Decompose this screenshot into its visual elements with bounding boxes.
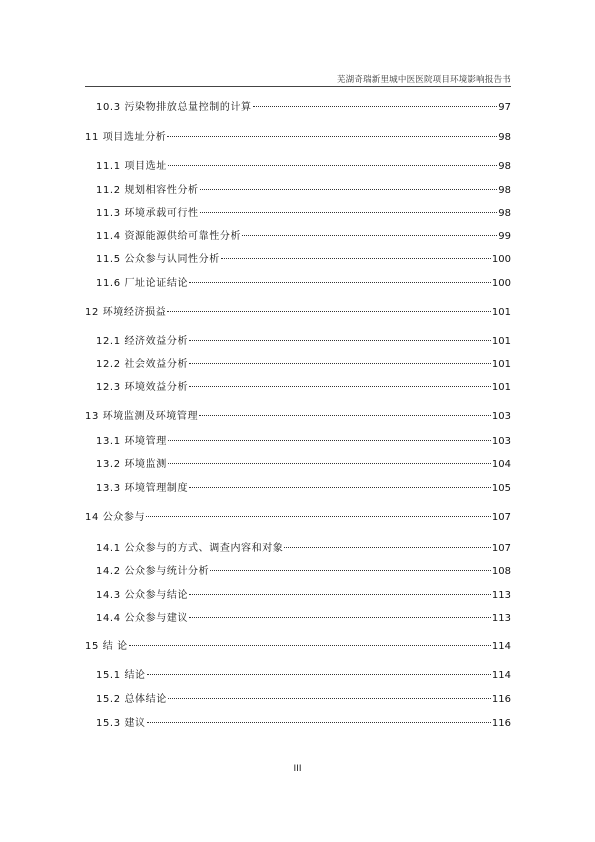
toc-dot-leader <box>167 136 497 137</box>
toc-entry-page-number: 98 <box>498 208 511 219</box>
toc-entry-page-number: 101 <box>491 307 511 318</box>
toc-entry-page-number: 99 <box>498 231 511 242</box>
toc-entry-title: 12.3 环境效益分析 <box>96 382 189 393</box>
toc-dot-leader <box>168 440 491 441</box>
toc-entry-page-number: 103 <box>491 436 511 447</box>
toc-dot-leader <box>147 722 491 723</box>
toc-entry-page-number: 114 <box>491 641 511 652</box>
toc-entry-page-number: 107 <box>491 512 511 523</box>
toc-chapter-entry[interactable] <box>85 640 511 654</box>
toc-dot-leader <box>200 189 498 190</box>
toc-entry-page-number: 100 <box>491 254 511 265</box>
toc-entry-page-number: 98 <box>498 161 511 172</box>
toc-chapter-entry[interactable] <box>85 511 511 525</box>
toc-entry-page-number: 100 <box>491 278 511 289</box>
toc-dot-leader <box>189 363 491 364</box>
toc-section-entry[interactable] <box>96 482 511 496</box>
toc-section-entry[interactable] <box>96 542 511 556</box>
toc-dot-leader <box>168 165 497 166</box>
toc-entry-title: 13.3 环境管理制度 <box>96 483 189 494</box>
toc-section-entry[interactable] <box>96 358 511 372</box>
toc-dot-leader <box>210 570 491 571</box>
toc-section-entry[interactable] <box>96 589 511 603</box>
toc-entry-page-number: 113 <box>491 590 511 601</box>
toc-dot-leader <box>284 547 490 548</box>
toc-dot-leader <box>146 516 491 517</box>
toc-entry-title: 15.2 总体结论 <box>96 694 167 705</box>
toc-entry-page-number: 114 <box>491 670 511 681</box>
toc-dot-leader <box>147 674 491 675</box>
toc-section-entry[interactable] <box>96 184 511 198</box>
toc-entry-title: 14.4 公众参与建议 <box>96 613 189 624</box>
toc-entry-page-number: 98 <box>498 185 511 196</box>
toc-chapter-entry[interactable] <box>85 410 511 424</box>
toc-entry-title: 14 公众参与 <box>85 512 146 523</box>
toc-section-entry[interactable] <box>96 381 511 395</box>
toc-entry-title: 11.3 环境承载可行性 <box>96 208 199 219</box>
toc-entry-page-number: 116 <box>491 694 511 705</box>
toc-dot-leader <box>168 463 491 464</box>
toc-entry-title: 13.1 环境管理 <box>96 436 167 447</box>
toc-entry-page-number: 108 <box>491 566 511 577</box>
toc-entry-title: 14.1 公众参与的方式、调查内容和对象 <box>96 543 284 554</box>
toc-entry-page-number: 101 <box>491 359 511 370</box>
toc-entry-title: 10.3 污染物排放总量控制的计算 <box>96 102 252 113</box>
toc-dot-leader <box>221 258 491 259</box>
toc-dot-leader <box>129 645 491 646</box>
toc-entry-title: 11 项目选址分析 <box>85 132 167 143</box>
toc-entry-title: 11.2 规划相容性分析 <box>96 185 199 196</box>
toc-section-entry[interactable] <box>96 717 511 731</box>
toc-dot-leader <box>167 311 491 312</box>
toc-entry-title: 12 环境经济损益 <box>85 307 167 318</box>
toc-section-entry[interactable] <box>96 612 511 626</box>
toc-dot-leader <box>189 282 491 283</box>
toc-section-entry[interactable] <box>96 565 511 579</box>
toc-entry-title: 15.3 建议 <box>96 718 146 729</box>
toc-chapter-entry[interactable] <box>85 131 511 145</box>
toc-section-entry[interactable] <box>96 669 511 683</box>
toc-entry-page-number: 101 <box>491 336 511 347</box>
toc-entry-title: 13 环境监测及环境管理 <box>85 411 199 422</box>
toc-entry-page-number: 107 <box>491 543 511 554</box>
toc-entry-page-number: 98 <box>498 132 511 143</box>
toc-entry-title: 12.1 经济效益分析 <box>96 336 189 347</box>
toc-entry-title: 11.6 厂址论证结论 <box>96 278 189 289</box>
toc-dot-leader <box>253 106 498 107</box>
toc-entry-page-number: 113 <box>491 613 511 624</box>
toc-entry-page-number: 116 <box>491 718 511 729</box>
header-rule <box>85 86 511 87</box>
toc-entry-title: 14.2 公众参与统计分析 <box>96 566 210 577</box>
running-header: 芜湖奇瑞新里城中医医院项目环境影响报告书 <box>336 75 511 85</box>
toc-section-entry[interactable] <box>96 230 511 244</box>
toc-dot-leader <box>189 340 491 341</box>
toc-section-entry[interactable] <box>96 253 511 267</box>
toc-section-entry[interactable] <box>96 458 511 472</box>
toc-section-entry[interactable] <box>96 693 511 707</box>
toc-section-entry[interactable] <box>96 207 511 221</box>
page-number: III <box>293 764 302 774</box>
toc-section-entry[interactable] <box>96 160 511 174</box>
toc-entry-title: 12.2 社会效益分析 <box>96 359 189 370</box>
toc-entry-page-number: 105 <box>491 483 511 494</box>
toc-dot-leader <box>168 698 491 699</box>
toc-entry-title: 14.3 公众参与结论 <box>96 590 189 601</box>
toc-entry-title: 15 结 论 <box>85 641 128 652</box>
toc-dot-leader <box>189 386 491 387</box>
toc-dot-leader <box>200 212 498 213</box>
toc-entry-title: 13.2 环境监测 <box>96 459 167 470</box>
toc-dot-leader <box>242 235 497 236</box>
toc-section-entry[interactable] <box>96 101 511 115</box>
toc-dot-leader <box>189 617 491 618</box>
toc-entry-title: 11.1 项目选址 <box>96 161 167 172</box>
toc-entry-page-number: 104 <box>491 459 511 470</box>
toc-section-entry[interactable] <box>96 335 511 349</box>
toc-chapter-entry[interactable] <box>85 306 511 320</box>
toc-entry-title: 11.4 资源能源供给可靠性分析 <box>96 231 242 242</box>
toc-entry-page-number: 101 <box>491 382 511 393</box>
toc-entry-page-number: 97 <box>498 102 511 113</box>
toc-entry-title: 11.5 公众参与认同性分析 <box>96 254 220 265</box>
toc-dot-leader <box>189 487 491 488</box>
toc-section-entry[interactable] <box>96 435 511 449</box>
toc-dot-leader <box>189 594 491 595</box>
toc-section-entry[interactable] <box>96 277 511 291</box>
toc-dot-leader <box>199 415 491 416</box>
toc-entry-page-number: 103 <box>491 411 511 422</box>
toc-entry-title: 15.1 结论 <box>96 670 146 681</box>
